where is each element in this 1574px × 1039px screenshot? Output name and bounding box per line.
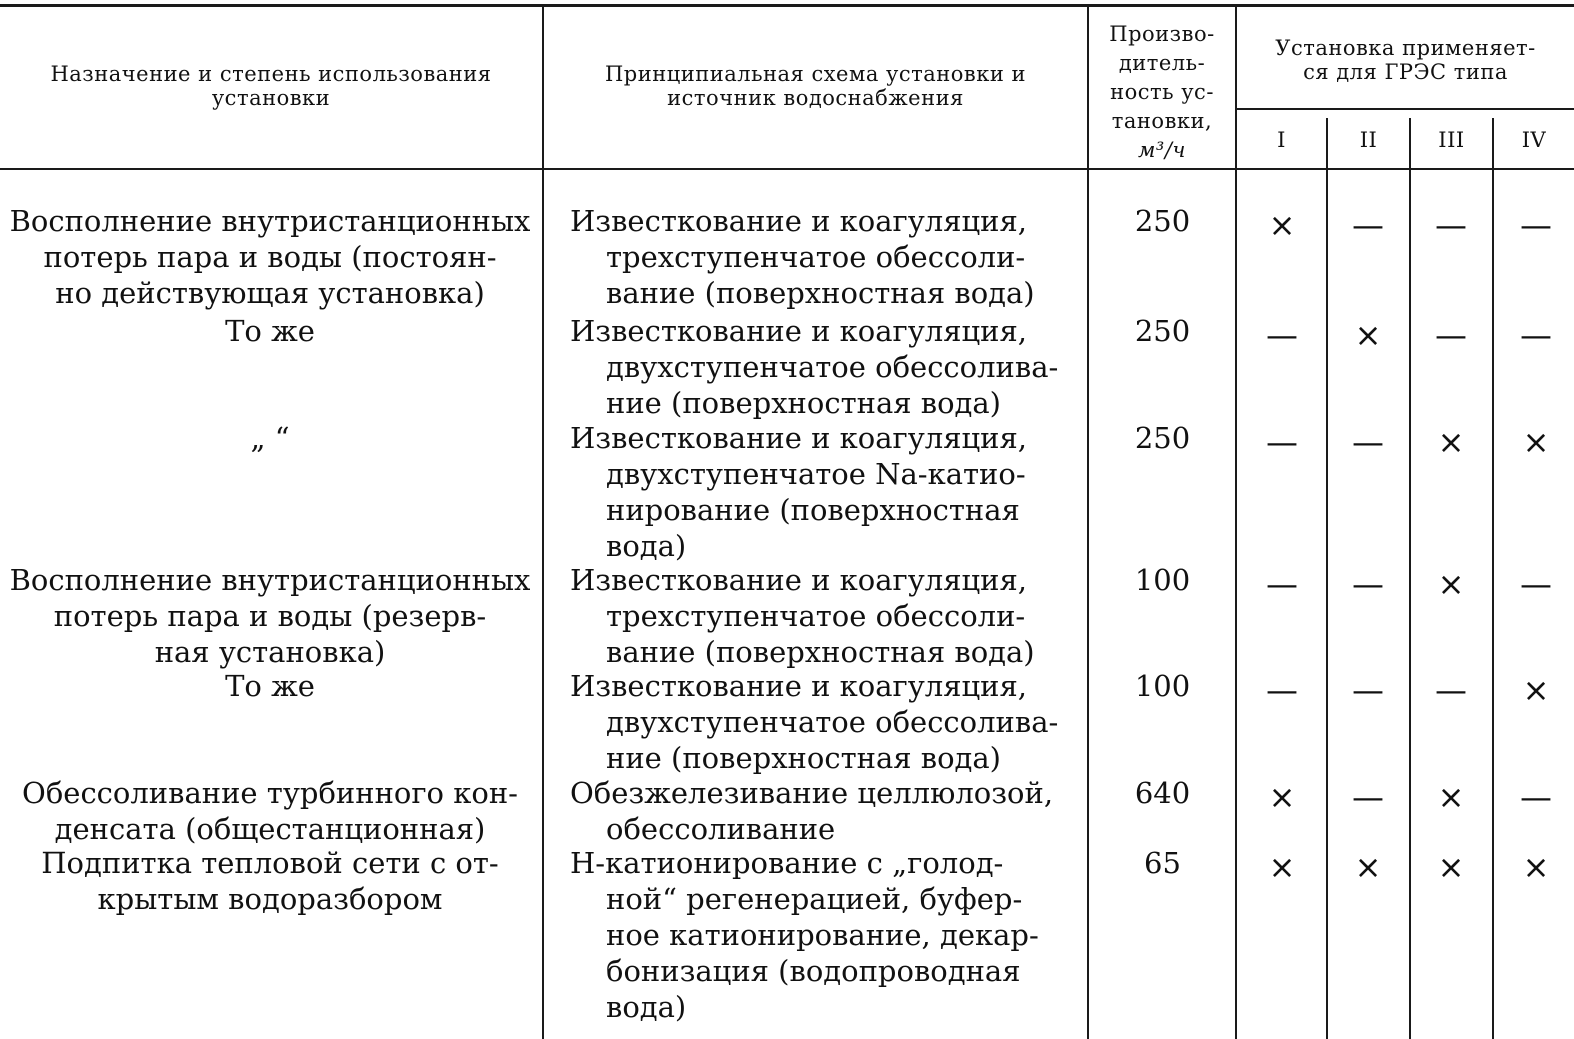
not-applicable-dash: —: [1352, 206, 1384, 244]
row-scheme-line: Известкование и коагуляция,: [570, 669, 1028, 703]
header-capacity: [1089, 20, 1235, 165]
applicable-cross-mark: ×: [1268, 778, 1296, 816]
row-purpose: [0, 203, 540, 311]
row-scheme-line: Известкование и коагуляция,: [570, 314, 1028, 348]
row-scheme-line: нирование (поверхностная: [606, 493, 1020, 527]
applicable-cross-mark: ×: [1268, 848, 1296, 886]
not-applicable-dash: —: [1352, 778, 1384, 816]
col-divider-3: [1235, 7, 1237, 1039]
row-scheme-line: ние (поверхностная вода): [606, 741, 1001, 775]
header-type-I: I: [1277, 128, 1286, 152]
header-capacity-line: Произво-: [1109, 22, 1215, 46]
not-applicable-dash: —: [1520, 778, 1552, 816]
not-applicable-dash: —: [1352, 671, 1384, 709]
row-scheme: [548, 845, 1078, 1025]
top-rule: [0, 4, 1574, 7]
applicable-cross-mark: ×: [1522, 423, 1550, 461]
row-scheme-line: бонизация (водопроводная: [606, 954, 1021, 988]
not-applicable-dash: —: [1352, 565, 1384, 603]
row-purpose: [0, 845, 540, 917]
header-gres: [1237, 36, 1574, 84]
row-capacity: 640: [1134, 776, 1191, 810]
applicable-cross-mark: ×: [1437, 778, 1465, 816]
not-applicable-dash: —: [1266, 423, 1298, 461]
not-applicable-dash: —: [1352, 423, 1384, 461]
row-capacity: 100: [1134, 563, 1191, 597]
header-gres-line: ся для ГРЭС типа: [1303, 60, 1508, 84]
row-purpose: [0, 420, 540, 456]
row-purpose-line: ная установка): [154, 635, 386, 669]
row-scheme: [548, 313, 1078, 421]
row-scheme-line: Известкование и коагуляция,: [570, 421, 1028, 455]
header-scheme: [544, 62, 1087, 110]
applicable-cross-mark: ×: [1522, 848, 1550, 886]
row-scheme: [548, 562, 1078, 670]
row-scheme: [548, 668, 1078, 776]
row-scheme: [548, 203, 1078, 311]
row-scheme: [548, 775, 1078, 847]
row-scheme-line: вание (поверхностная вода): [606, 276, 1035, 310]
row-purpose-line: Восполнение внутристанционных: [9, 204, 531, 238]
row-purpose-line: „ “: [250, 421, 290, 455]
row-scheme-line: ние (поверхностная вода): [606, 386, 1001, 420]
row-purpose-line: потерь пара и воды (постоян-: [43, 240, 497, 274]
row-scheme-line: вание (поверхностная вода): [606, 635, 1035, 669]
row-scheme-line: Обезжелезивание целлюлозой,: [570, 776, 1054, 810]
row-capacity: 250: [1134, 204, 1191, 238]
row-purpose: [0, 775, 540, 847]
header-gres-line: Установка применяет-: [1275, 36, 1536, 60]
row-purpose-line: Обессоливание турбинного кон-: [22, 776, 518, 810]
row-scheme-line: трехступенчатое обессоли-: [606, 599, 1026, 633]
not-applicable-dash: —: [1435, 206, 1467, 244]
row-capacity: 250: [1134, 421, 1191, 455]
row-scheme-line: двухступенчатое Na-катио-: [606, 457, 1026, 491]
not-applicable-dash: —: [1266, 316, 1298, 354]
row-scheme-line: трехступенчатое обессоли-: [606, 240, 1026, 274]
header-type-II: II: [1359, 128, 1378, 152]
not-applicable-dash: —: [1266, 671, 1298, 709]
applicable-cross-mark: ×: [1354, 848, 1382, 886]
col-divider-1: [542, 7, 544, 1039]
row-scheme-line: Известкование и коагуляция,: [570, 563, 1028, 597]
row-scheme-line: Н-катионирование с „голод-: [570, 846, 1004, 880]
gres-header-rule: [1235, 108, 1574, 110]
row-purpose-line: То же: [225, 314, 315, 348]
header-scheme-line: Принципиальная схема установки и: [604, 62, 1027, 86]
row-scheme-line: ной“ регенерацией, буфер-: [606, 882, 1023, 916]
header-type-IV: IV: [1521, 128, 1547, 152]
row-scheme-line: двухступенчатое обессолива-: [606, 705, 1059, 739]
applicable-cross-mark: ×: [1268, 206, 1296, 244]
header-capacity-line: дитель-: [1118, 51, 1206, 75]
header-capacity-unit: м³/ч: [1138, 138, 1186, 162]
row-purpose-line: крытым водоразбором: [97, 882, 443, 916]
header-purpose: [0, 62, 542, 110]
not-applicable-dash: —: [1520, 206, 1552, 244]
row-purpose-line: денсата (общестанционная): [54, 812, 486, 846]
header-scheme-line: источник водоснабжения: [667, 86, 964, 110]
header-purpose-line: Назначение и степень использования: [50, 62, 492, 86]
row-scheme-line: ное катионирование, декар-: [606, 918, 1039, 952]
row-capacity: 100: [1134, 669, 1191, 703]
row-capacity: 65: [1144, 846, 1181, 880]
header-type-III: III: [1438, 128, 1465, 152]
row-scheme-line: двухступенчатое обессолива-: [606, 350, 1059, 384]
row-scheme-line: обессоливание: [606, 812, 836, 846]
row-scheme-line: вода): [606, 529, 687, 563]
row-capacity: 250: [1134, 314, 1191, 348]
not-applicable-dash: —: [1520, 565, 1552, 603]
not-applicable-dash: —: [1435, 316, 1467, 354]
header-capacity-line: тановки,: [1111, 109, 1213, 133]
applicable-cross-mark: ×: [1522, 671, 1550, 709]
applicable-cross-mark: ×: [1437, 848, 1465, 886]
row-purpose-line: потерь пара и воды (резерв-: [53, 599, 487, 633]
header-capacity-line: ность ус-: [1110, 80, 1214, 104]
row-purpose-line: но действующая установка): [55, 276, 485, 310]
applicable-cross-mark: ×: [1437, 565, 1465, 603]
not-applicable-dash: —: [1520, 316, 1552, 354]
row-purpose-line: То же: [225, 669, 315, 703]
row-purpose-line: Подпитка тепловой сети с от-: [41, 846, 499, 880]
header-purpose-line: установки: [211, 86, 331, 110]
row-purpose: [0, 313, 540, 349]
not-applicable-dash: —: [1435, 671, 1467, 709]
header-bottom-rule: [0, 168, 1574, 170]
not-applicable-dash: —: [1266, 565, 1298, 603]
row-scheme: [548, 420, 1078, 564]
row-purpose: [0, 668, 540, 704]
applicable-cross-mark: ×: [1437, 423, 1465, 461]
applicable-cross-mark: ×: [1354, 316, 1382, 354]
row-scheme-line: вода): [606, 990, 687, 1024]
row-scheme-line: Известкование и коагуляция,: [570, 204, 1028, 238]
row-purpose-line: Восполнение внутристанционных: [9, 563, 531, 597]
row-purpose: [0, 562, 540, 670]
